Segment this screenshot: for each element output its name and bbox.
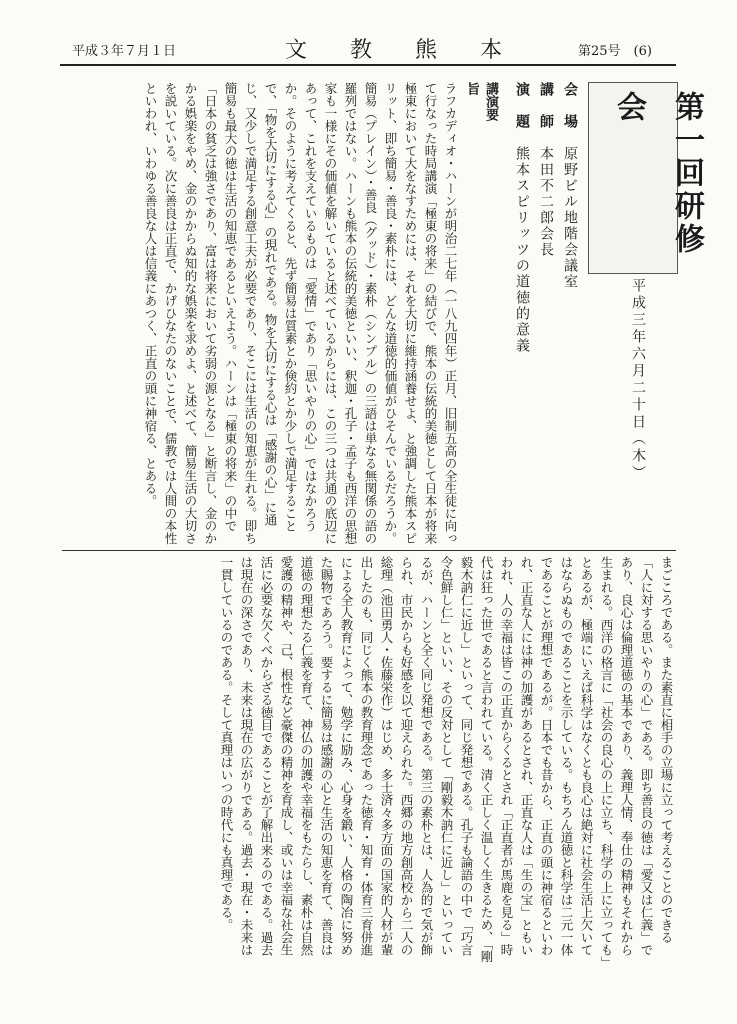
section-divider xyxy=(62,550,676,551)
session-title-box xyxy=(588,82,704,274)
lecturer-label: 講 師 xyxy=(538,82,554,130)
lecture-heading: 講演要旨 xyxy=(464,82,498,121)
topic-value: 熊本スピリッツの道徳的意義 xyxy=(514,146,530,354)
venue-row xyxy=(558,82,582,542)
header-date: 平成３年７月１日 xyxy=(72,44,177,59)
venue-value: 原野ビル地階会議室 xyxy=(562,146,578,290)
lower-body: まごころである。また素直に相手の立場に立って考えることのできる「人に対する思いやりの心」である。即ち善良の徳は「愛又は仁義」であり、良心は倫理道徳の基本であり、義理人情、奉仕の精神もそれから生まれる。西洋の格言に「社会の良心の上に立ち、科学の上に立っても」とあるが、極端にいえば科学はなくとも良心は絶対に社会生活上欠いてはならぬものであることを示している。もちろん道徳と科学は二元一体であることが理想であるが。日本でも昔から、正直の頭に神宿るといわれ、正直な人には神の加護があるとされ、正直な人は「生の宝」ともいわれ、人の幸福は皆この正直からくるとされ「正直者が馬鹿を見る」時代は狂った世であると言われている。清く正しく温しく生きるため、「剛毅木訥仁に近し」といって、同じ発想である。孔子も論語の中で「巧言令色鮮し仁」といい、その反対として「剛毅木訥仁に近し」といっているが、ハーンと全く同じ発想である。第三の素朴とは、人為的で気が飾られ、市民からも好感を以て迎えられた。西郷の地方創高校から二人の総理（池田勇人・佐藤栄作）はじめ、多士済々多方面の国家的人材が輩出したのも、同じく熊本の教育理念であった徳育・知育・体育三育併進による全人教育によって、勉学に励み、心身を鍛い、人格の陶冶に努めた賜物であろう。要するに簡易は感謝の心と生活の知恵を育て、善良は道徳の理想たる仁義を育て、神仏の加護や幸福をもたらし、素朴は自然愛護の精神や、己、根性など豪傑の精神を育成し、或いは幸福な社会生活に必要な欠くべからざる徳目であることが了解出来るのである。過去は現在の深さであり、未来は現在の広がりである。過去・現在・未来は一貫しているのである。そして真理はいつの時代にも真理である。 xyxy=(219,556,674,963)
session-info xyxy=(510,82,582,542)
issue-number: 第25号 (6) xyxy=(578,44,652,59)
header-rule xyxy=(60,64,676,66)
topic-row xyxy=(510,82,534,542)
lecture-body: ラフカディオ・ハーンが明治二七年（一八九四年）正月、旧制五高の全生徒に向って行なった時局講演「極東の将来」の結びで、熊本の伝統的美徳として日本が将来極東において大をなすためには、それを大切に維持涵養せよ、と強調した熊本スピリット、即ち簡易・善良・素朴には、どんな道徳的価値がひそんでいるだろうか。簡易（プレイン）・善良（グッド）・素朴（シンプル）の三語は単なる無関係の語の羅列ではない。ハーンも熊本の伝統的美徳といい、釈迦・孔子・孟子も西洋の思想家も一様にその価値を解いていると述べているからには、この三つは共通の底辺にあって、これを支えているものは「愛情」であり「思いやりの心」ではなかろうか。そのように考えてくると、先ず簡易は質素とか倹約とか少しで満足することで、「物を大切にする心」の現れである。物を大切にする心は「感謝の心」に通じ、又少しで満足する創意工夫が必要であり、そこには生活の知恵が生れる。即ち簡易も最大の徳は生活の知恵であるといえよう。ハーンは「極東の将来」の中で「日本の貧乏は強さであり、富は将来において劣弱の源となる」と断言し、金のかかる娯楽をやめ、金のかからぬ知的な娯楽を求めよ、と述べて、簡易生活の大切さを説いている。次に善良は正直で、かげひなたのないことで、儒教では人間の本性といわれ、いわゆる善良な人は信義にあつく、正直の頭に神宿る、とある。 xyxy=(143,82,458,545)
newsletter-title: 文 教 熊 本 xyxy=(285,38,520,63)
session-date: 平成三年六月二十日（木） xyxy=(630,278,646,482)
session-title: 第一回研修会 xyxy=(611,91,704,256)
topic-label: 演 題 xyxy=(514,82,530,130)
venue-label: 会 場 xyxy=(562,82,578,130)
page-header xyxy=(0,0,737,70)
lecturer-value: 本田不二郎会長 xyxy=(538,146,554,258)
lecturer-row xyxy=(534,82,558,542)
